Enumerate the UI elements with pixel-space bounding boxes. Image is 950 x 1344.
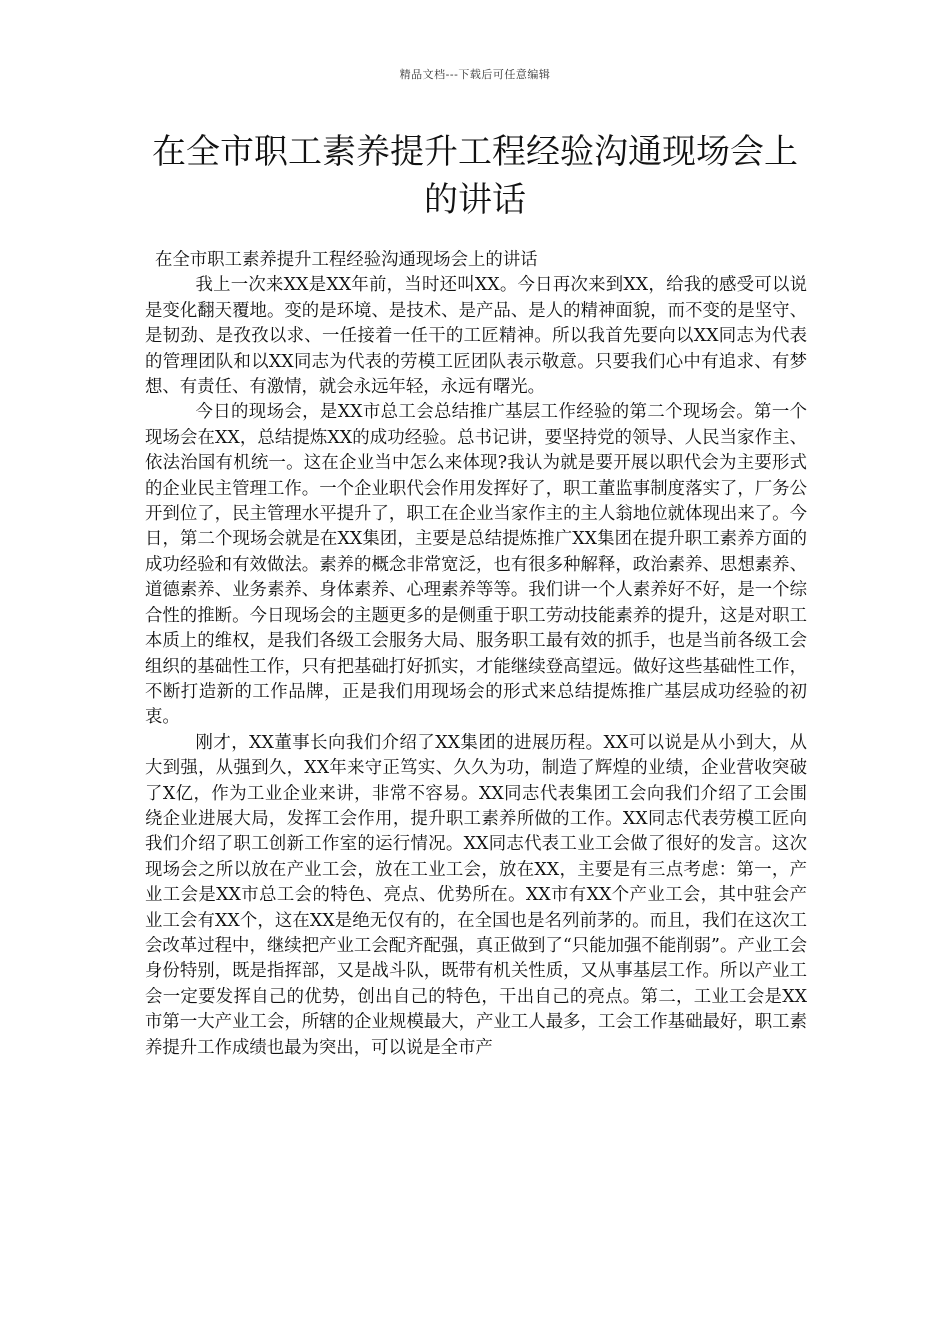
document-subtitle: 在全市职工素养提升工程经验沟通现场会上的讲话 bbox=[155, 250, 538, 270]
header-note: 精品文档---下载后可任意编辑 bbox=[399, 68, 551, 81]
paragraph: 刚才，XX董事长向我们介绍了XX集团的进展历程。XX可以说是从小到大，从大到强，从强到久，XX年来守正笃实、久久为功，制造了辉煌的业绩，企业营收突破了X亿，作为工业企业来讲，非常不容易。XX同志代表集团工会向我们介绍了工会围绕企业进展大局，发挥工会作用，提升职工素养所做的工作。XX同志代表劳模工匠向我们介绍了职工创新工作室的运行情况。XX同志代表工业工会做了很好的发言。这次现场会之所以放在产业工会，放在工业工会，放在XX，主要是有三点考虑：第一，产业工会是XX市总工会的特色、亮点、优势所在。XX市有XX个产业工会，其中驻会产业工会有XX个，这在XX是绝无仅有的，在全国也是名列前茅的。而且，我们在这次工会改革过程中，继续把产业工会配齐配强，真正做到了“只能加强不能削弱”。产业工会身份特别，既是指挥部，又是战斗队，既带有机关性质，又从事基层工作。所以产业工会一定要发挥自己的优势，创出自己的特色，干出自己的亮点。第二，工业工会是XX市第一大产业工会，所辖的企业规模最大，产业工人最多，工会工作基础最好，职工素养提升工作成绩也最为突出，可以说是全市产 bbox=[145, 732, 807, 1058]
paragraph: 我上一次来XX是XX年前，当时还叫XX。今日再次来到XX，给我的感受可以说是变化翻天覆地。变的是环境、是技术、是产品、是人的精神面貌，而不变的是坚守、是韧劲、是孜孜以求、一任接着一任干的工匠精神。所以我首先要向以XX同志为代表的管理团队和以XX同志为代表的劳模工匠团队表示敬意。只要我们心中有追求、有梦想、有责任、有激情，就会永远年轻，永远有曙光。 bbox=[145, 275, 807, 398]
document-title: 在全市职工素养提升工程经验沟通现场会上的讲话 bbox=[152, 132, 798, 220]
paragraph: 今日的现场会，是XX市总工会总结推广基层工作经验的第二个现场会。第一个现场会在XX，总结提炼XX的成功经验。总书记讲，要坚持党的领导、人民当家作主、依法治国有机统一。这在企业当中怎么来体现?我认为就是要开展以职代会为主要形式的企业民主管理工作。一个企业职代会作用发挥好了，职工董监事制度落实了，厂务公开到位了，民主管理水平提升了，职工在企业当家作主的主人翁地位就体现出来了。今日，第二个现场会就是在XX集团，主要是总结提炼推广XX集团在提升职工素养方面的成功经验和有效做法。素养的概念非常宽泛，也有很多种解释，政治素养、思想素养、道德素养、业务素养、身体素养、心理素养等等。我们讲一个人素养好不好，是一个综合性的推断。今日现场会的主题更多的是侧重于职工劳动技能素养的提升，这是对职工本质上的维权，是我们各级工会服务大局、服务职工最有效的抓手，也是当前各级工会组织的基础性工作，只有把基础打好抓实，才能继续登高望远。做好这些基础性工作，不断打造新的工作品牌，正是我们用现场会的形式来总结提炼推广基层成功经验的初衷。 bbox=[145, 402, 807, 728]
document-body bbox=[145, 248, 807, 1061]
